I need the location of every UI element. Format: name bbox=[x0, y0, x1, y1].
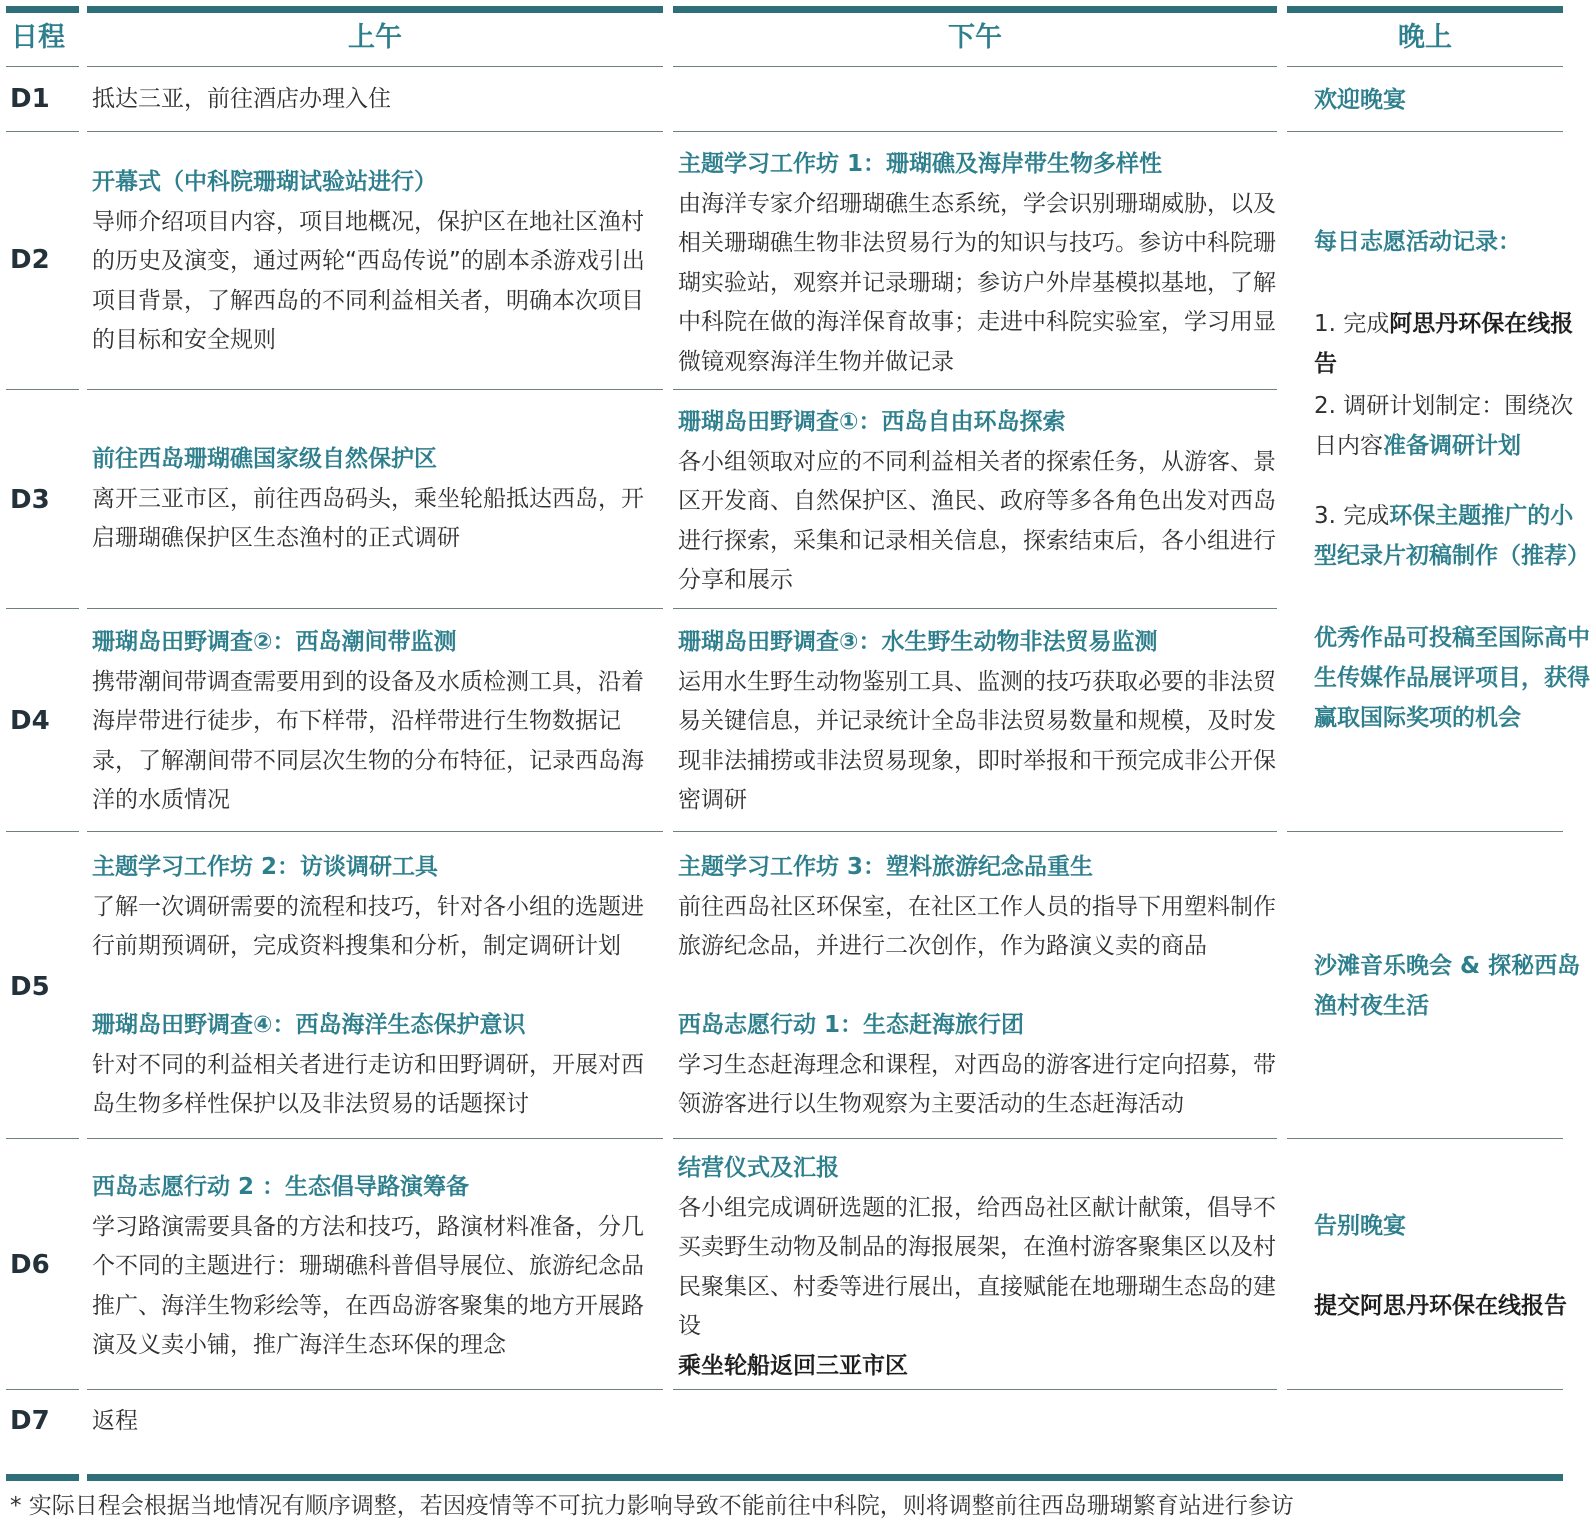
top-bar-pm bbox=[673, 6, 1277, 13]
header-am: 上午 bbox=[348, 22, 402, 53]
d6-pm-return: 乘坐轮船返回三亚市区 bbox=[678, 1352, 908, 1379]
d5-eve-text: 沙滩音乐晚会 & 探秘西岛渔村夜生活 bbox=[1314, 953, 1581, 1019]
volunteer-item-3: 3. 完成环保主题推广的小型纪录片初稿制作（推荐） bbox=[1314, 503, 1590, 569]
d2-pm-cell bbox=[678, 145, 1276, 382]
d2-am-text: 导师介绍项目内容，项目地概况，保护区在地社区渔村的历史及演变，通过两轮“西岛传说”的剧本杀游戏引出项目背景，了解西岛的不同利益相关者，明确本次项目的目标和安全规则 bbox=[92, 208, 645, 353]
d2-am-title: 开幕式（中科院珊瑚试验站进行） bbox=[92, 169, 437, 195]
header-eve: 晚上 bbox=[1398, 22, 1452, 53]
d7-am-text: 返程 bbox=[92, 1408, 138, 1434]
d5-am-text-1: 了解一次调研需要的流程和技巧，针对各小组的选题进行前期预调研，完成资料搜集和分析，制定调研计划 bbox=[92, 893, 644, 959]
header-day: 日程 bbox=[11, 22, 65, 53]
day-label-d7: D7 bbox=[10, 1406, 50, 1436]
header-pm: 下午 bbox=[948, 22, 1002, 53]
submit-report: 提交阿思丹环保在线报告 bbox=[1314, 1293, 1567, 1319]
d5-am-title-2: 珊瑚岛田野调查④：西岛海洋生态保护意识 bbox=[92, 1012, 526, 1038]
d5-pm-title-2: 西岛志愿行动 1：生态赶海旅行团 bbox=[678, 1012, 1025, 1038]
d5-am-text-2: 针对不同的利益相关者进行走访和田野调研，开展对西岛生物多样性保护以及非法贸易的话题探讨 bbox=[92, 1051, 644, 1117]
d3-am-cell bbox=[92, 440, 662, 559]
d2-pm-title: 主题学习工作坊 1：珊瑚礁及海岸带生物多样性 bbox=[678, 151, 1163, 177]
d4-pm-cell bbox=[678, 623, 1276, 821]
d3-am-text: 离开三亚市区，前往西岛码头，乘坐轮船抵达西岛，开启珊瑚礁保护区生态渔村的正式调研 bbox=[92, 485, 644, 551]
volunteer-item-2: 2. 调研计划制定：围绕次日内容准备调研计划 bbox=[1314, 393, 1574, 459]
volunteer-item-1: 1. 完成阿思丹环保在线报告 bbox=[1314, 311, 1574, 377]
bottom-bar-day bbox=[6, 1474, 79, 1481]
d6-pm-text: 各小组完成调研选题的汇报，给西岛社区献计献策，倡导不买卖野生动物及制品的海报展架，在渔村游客聚集区以及村民聚集区、村委等进行展出，直接赋能在地珊瑚生态岛的建设 bbox=[678, 1194, 1276, 1339]
d4-pm-text: 运用水生野生动物鉴别工具、监测的技巧获取必要的非法贸易关键信息，并记录统计全岛非法贸易数量和规模，及时发现非法捕捞或非法贸易现象，即时举报和干预完成非公开保密调研 bbox=[678, 668, 1276, 813]
d5-pm-text-2: 学习生态赶海理念和课程，对西岛的游客进行定向招募，带领游客进行以生物观察为主要活动的生态赶海活动 bbox=[678, 1051, 1276, 1117]
day-label-d1: D1 bbox=[10, 84, 50, 114]
bottom-bar-rest bbox=[87, 1474, 1563, 1481]
d6-am-title: 西岛志愿行动 2 ：生态倡导路演筹备 bbox=[92, 1174, 470, 1200]
day-label-d4: D4 bbox=[10, 706, 50, 736]
d4-am-cell bbox=[92, 623, 662, 821]
d6-pm-title: 结营仪式及汇报 bbox=[678, 1155, 839, 1181]
d5-pm-title-1: 主题学习工作坊 3：塑料旅游纪念品重生 bbox=[678, 854, 1094, 880]
d5-pm-cell bbox=[678, 848, 1276, 1125]
d4-pm-title: 珊瑚岛田野调查③：水生野生动物非法贸易监测 bbox=[678, 629, 1158, 655]
d5-am-title-1: 主题学习工作坊 2：访谈调研工具 bbox=[92, 854, 439, 880]
d4-am-title: 珊瑚岛田野调查②：西岛潮间带监测 bbox=[92, 629, 457, 655]
d3-pm-text: 各小组领取对应的不同利益相关者的探索任务，从游客、景区开发商、自然保护区、渔民、政府等多各角色出发对西岛进行探索，采集和记录相关信息，探索结束后，各小组进行分享和展示 bbox=[678, 448, 1276, 593]
d6-pm-cell bbox=[678, 1149, 1276, 1386]
d6-am-text: 学习路演需要具备的方法和技巧，路演材料准备，分几个不同的主题进行：珊瑚礁科普倡导展位、旅游纪念品推广、海洋生物彩绘等，在西岛游客聚集的地方开展路演及义卖小铺，推广海洋生态环保的理念 bbox=[92, 1213, 644, 1358]
farewell-dinner: 告别晚宴 bbox=[1314, 1213, 1406, 1239]
d3-pm-cell bbox=[678, 403, 1276, 601]
d2-d4-eve-cell bbox=[1314, 222, 1592, 738]
footnote: * 实际日程会根据当地情况有顺序调整，若因疫情等不可抗力影响导致不能前往中科院，则将调整前往西岛珊瑚繁育站进行参访 bbox=[10, 1493, 1294, 1519]
d1-eve-text: 欢迎晚宴 bbox=[1314, 87, 1406, 113]
day-label-d5: D5 bbox=[10, 972, 50, 1002]
d2-pm-text: 由海洋专家介绍珊瑚礁生态系统，学会识别珊瑚威胁，以及相关珊瑚礁生物非法贸易行为的知识与技巧。参访中科院珊瑚实验站，观察并记录珊瑚；参访户外岸基模拟基地，了解中科院在做的海洋保育故事；走进中科院实验室，学习用显微镜观察海洋生物并做记录 bbox=[678, 190, 1276, 375]
d5-am-cell bbox=[92, 848, 662, 1125]
showcase-note: 优秀作品可投稿至国际高中生传媒作品展评项目，获得赢取国际奖项的机会 bbox=[1314, 625, 1590, 731]
d6-eve-cell bbox=[1314, 1206, 1592, 1326]
d5-pm-text-1: 前往西岛社区环保室，在社区工作人员的指导下用塑料制作旅游纪念品，并进行二次创作，作为路演义卖的商品 bbox=[678, 893, 1276, 959]
d3-am-title: 前往西岛珊瑚礁国家级自然保护区 bbox=[92, 446, 437, 472]
d4-am-text: 携带潮间带调查需要用到的设备及水质检测工具，沿着海岸带进行徒步，布下样带，沿样带进行生物数据记录，了解潮间带不同层次生物的分布特征，记录西岛海洋的水质情况 bbox=[92, 668, 644, 813]
d1-eve-cell bbox=[1314, 80, 1592, 120]
top-bar-eve bbox=[1287, 6, 1563, 13]
top-bar-day bbox=[6, 6, 79, 13]
day-label-d6: D6 bbox=[10, 1250, 50, 1280]
d5-eve-cell bbox=[1314, 946, 1592, 1026]
d3-pm-title: 珊瑚岛田野调查①：西岛自由环岛探索 bbox=[678, 409, 1066, 435]
d7-am-cell bbox=[92, 1402, 658, 1442]
day-label-d2: D2 bbox=[10, 245, 50, 275]
d2-am-cell bbox=[92, 163, 662, 361]
top-bar-am bbox=[87, 6, 663, 13]
d1-am-text: 抵达三亚，前往酒店办理入住 bbox=[92, 86, 391, 112]
d1-am-cell bbox=[92, 80, 658, 120]
day-label-d3: D3 bbox=[10, 485, 50, 515]
d6-am-cell bbox=[92, 1168, 662, 1366]
volunteer-log-title: 每日志愿活动记录： bbox=[1314, 229, 1521, 255]
